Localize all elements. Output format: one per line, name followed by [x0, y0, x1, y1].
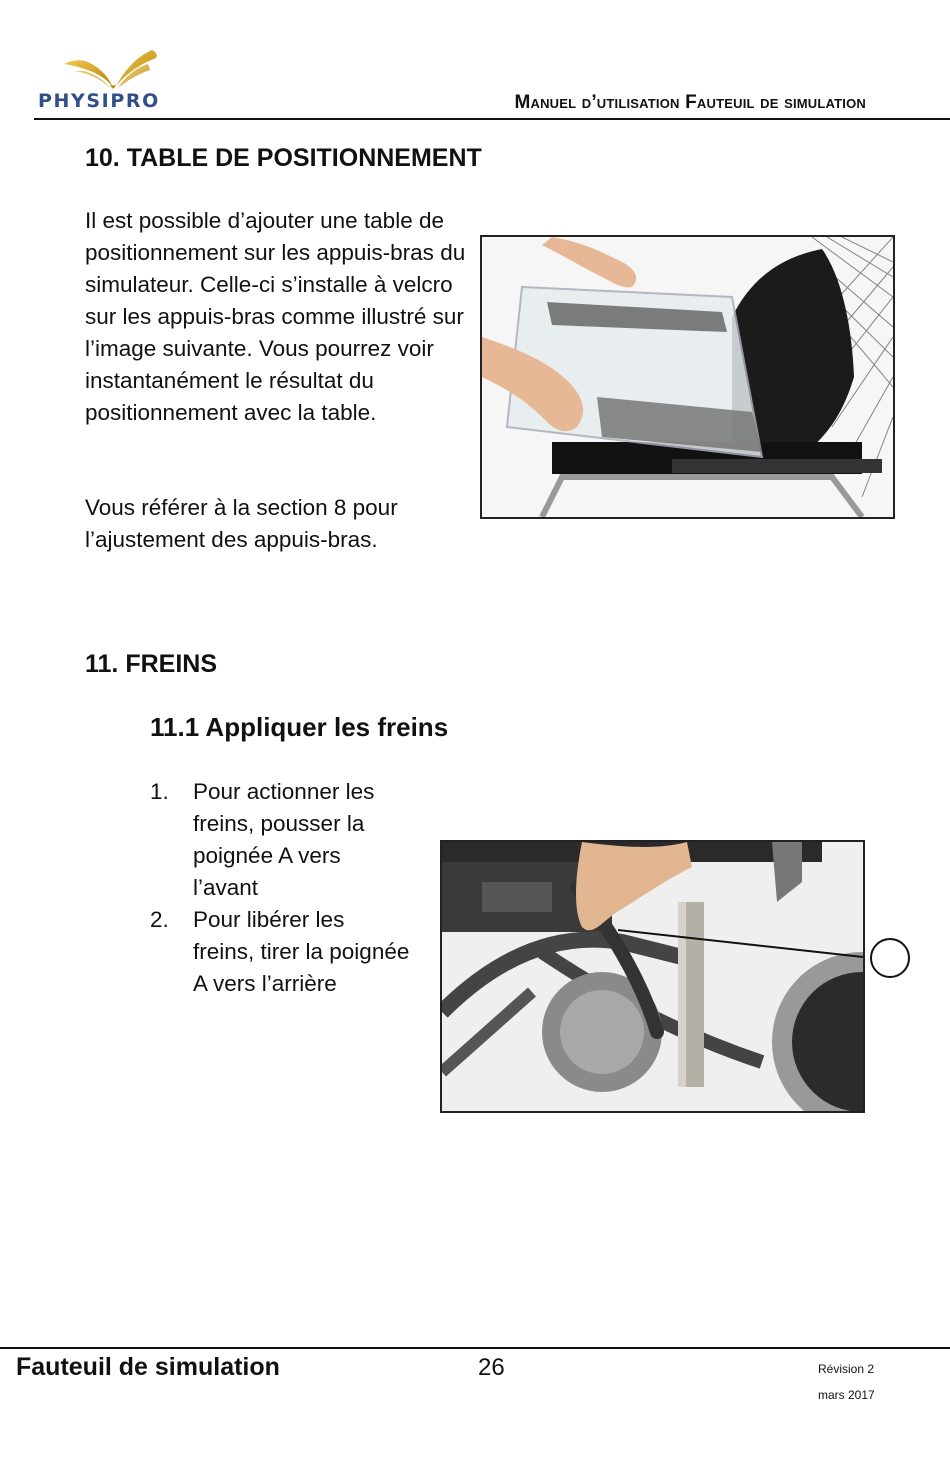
header-title: Manuel d’utilisation Fauteuil de simulation — [514, 92, 866, 113]
section-11-1-heading: 11.1 Appliquer les freins — [150, 712, 449, 742]
footer-divider — [0, 1347, 950, 1349]
header-divider — [34, 118, 950, 120]
page-number: 26 — [478, 1354, 505, 1381]
step-text: Pour libérer les freins, tirer la poignée A vers l’arrière — [193, 907, 410, 996]
step-number: 2. — [150, 907, 169, 932]
footer-title: Fauteuil de simulation — [16, 1353, 280, 1381]
step-number: 1. — [150, 779, 169, 804]
positioning-table-photo — [480, 235, 895, 519]
callout-circle — [870, 938, 910, 978]
list-item — [150, 776, 410, 904]
section-10-paragraph-2: Vous référer à la section 8 pour l’ajustement des appuis-bras. — [85, 495, 398, 552]
revision-date: mars 2017 — [818, 1388, 875, 1402]
brake-steps-list — [150, 776, 410, 1000]
section-10-heading: 10. TABLE DE POSITIONNEMENT — [85, 144, 482, 172]
logo-wordmark: PHYSIPRO — [38, 90, 160, 112]
brake-handle-photo — [440, 840, 865, 1113]
section-10-paragraph-1: Il est possible d’ajouter une table de positionnement sur les appuis-bras du simulateur. Celle-ci s’installe à velcro sur les appuis-bras comme illustré sur l’image suivante. Vous pourrez voir instantanément le résultat du positionnement avec la table. — [85, 208, 466, 425]
revision-label: Révision 2 — [818, 1362, 875, 1376]
section-11-heading: 11. FREINS — [85, 650, 217, 678]
step-text: Pour actionner les freins, pousser la poignée A vers l’avant — [193, 779, 375, 900]
list-item — [150, 904, 410, 1000]
